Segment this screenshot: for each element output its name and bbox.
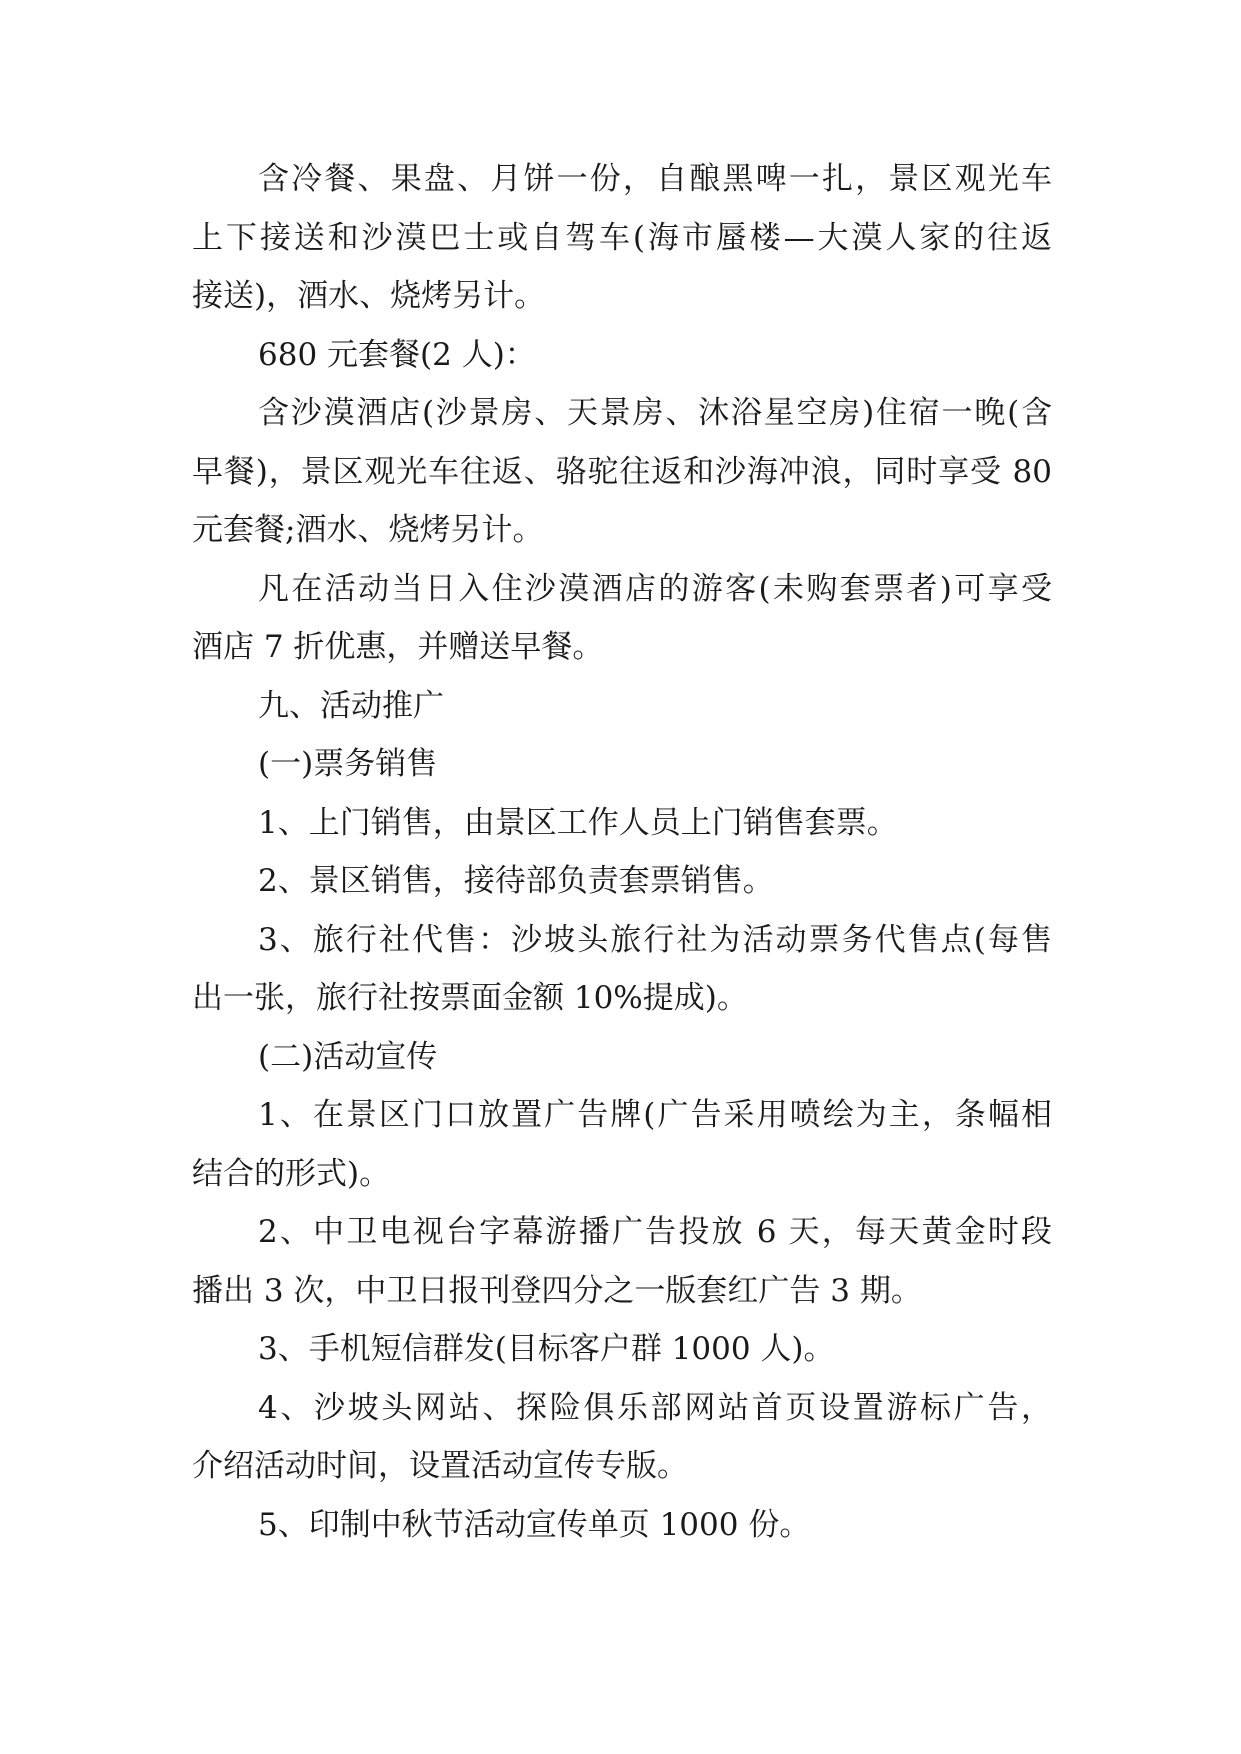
package-680-heading: 680 元套餐(2 人)： xyxy=(258,336,536,373)
list-item-tv-ads-cont: 播出 3 次，中卫日报刊登四分之一版套红广告 3 期。 xyxy=(192,1272,922,1309)
list-item-agency-sales-cont: 出一张，旅行社按票面金额 10%提成)。 xyxy=(192,980,748,1016)
subsection-heading-publicity: (二)活动宣传 xyxy=(258,1038,438,1075)
list-item-door-sales: 1、上门销售，由景区工作人员上门销售套票。 xyxy=(258,804,898,841)
text-line-8: 凡在活动当日入住沙漠酒店的游客(未购套票者)可享受 xyxy=(258,570,1052,607)
list-item-billboard: 1、在景区门口放置广告牌(广告采用喷绘为主，条幅相 xyxy=(258,1097,1052,1133)
text-line-7: 元套餐;酒水、烧烤另计。 xyxy=(192,512,544,548)
list-item-billboard-cont: 结合的形式)。 xyxy=(192,1155,391,1192)
text-line-2: 上下接送和沙漠巴士或自驾车(海市蜃楼—大漠人家的往返 xyxy=(192,219,1052,256)
list-item-websites-cont: 介绍活动时间，设置活动宣传专版。 xyxy=(192,1448,688,1484)
list-item-agency-sales: 3、旅行社代售：沙坡头旅行社为活动票务代售点(每售 xyxy=(258,921,1052,958)
subsection-heading-ticket-sales: (一)票务销售 xyxy=(258,746,438,782)
text-line-1: 含冷餐、果盘、月饼一份，自酿黑啤一扎，景区观光车 xyxy=(258,161,1052,197)
text-line-9: 酒店 7 折优惠，并赠送早餐。 xyxy=(192,629,604,665)
list-item-sms: 3、手机短信群发(目标客户群 1000 人)。 xyxy=(258,1331,835,1367)
list-item-websites: 4、沙坡头网站、探险俱乐部网站首页设置游标广告， xyxy=(258,1389,1052,1426)
list-item-flyers: 5、印制中秋节活动宣传单页 1000 份。 xyxy=(258,1506,811,1543)
text-line-6: 早餐)，景区观光车往返、骆驼往返和沙海冲浪，同时享受 80 xyxy=(192,453,1052,490)
list-item-scenic-sales: 2、景区销售，接待部负责套票销售。 xyxy=(258,863,774,899)
text-line-3: 接送)，酒水、烧烤另计。 xyxy=(192,278,546,314)
list-item-tv-ads: 2、中卫电视台字幕游播广告投放 6 天，每天黄金时段 xyxy=(258,1214,1052,1250)
section-heading-promotion: 九、活动推广 xyxy=(258,687,444,724)
text-line-5: 含沙漠酒店(沙景房、天景房、沐浴星空房)住宿一晚(含 xyxy=(258,395,1052,431)
document-body xyxy=(192,150,1052,1554)
